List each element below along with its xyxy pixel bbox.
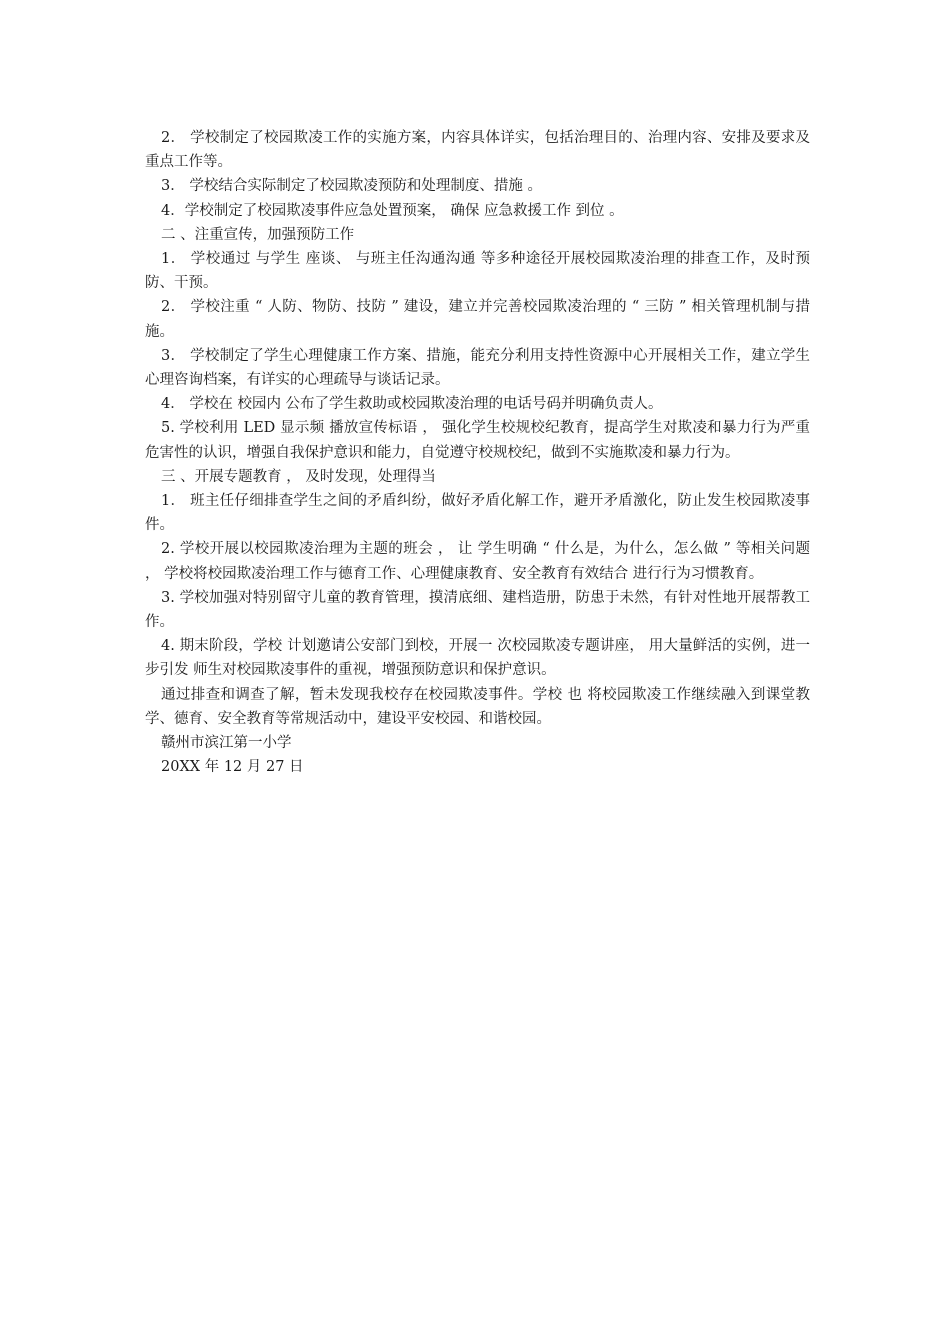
paragraph-item-4-emergency: 4．学校制定了校园欺凌事件应急处置预案， 确保 应急救援工作 到位 。 <box>161 202 624 219</box>
paragraph-item-3-system: 3． 学校结合实际制定了校园欺凌预防和处理制度、措施 。 <box>161 178 542 195</box>
paragraph-item-2-class-meeting: 2. 学校开展以校园欺凌治理为主题的班会 ， 让 学生明确 “ 什么是，为什么，怎么做 ” 等相关问题 ， 学校将校园欺凌治理工作与德育工作、心理健康教育、安全教育有效结合 进行行为习惯教育。 <box>145 541 810 582</box>
signature-date: 20XX 年 12 月 27 日 <box>161 759 304 776</box>
section-heading-2: 二 、注重宣传，加强预防工作 <box>161 226 355 243</box>
paragraph-item-1-conflict: 1． 班主任仔细排查学生之间的矛盾纠纷，做好矛盾化解工作，避开矛盾激化，防止发生校园欺凌事件。 <box>145 493 810 534</box>
paragraph-item-3-left-behind: 3. 学校加强对特别留守儿童的教育管理，摸清底细、建档造册，防患于未然，有针对性地开展帮教工作。 <box>145 589 810 631</box>
paragraph-item-4-lecture: 4. 期末阶段，学校 计划邀请公安部门到校，开展一 次校园欺凌专题讲座， 用大量鲜活的实例，进一步引发 师生对校园欺凌事件的重视，增强预防意识和保护意识。 <box>145 638 810 679</box>
paragraph-item-3-psychology: 3． 学校制定了学生心理健康工作方案、措施，能充分利用支持性资源中心开展相关工作，建立学生心理咨询档案，有详实的心理疏导与谈话记录。 <box>145 347 810 389</box>
section-heading-3: 三 、开展专题教育 ， 及时发现，处理得当 <box>161 468 436 485</box>
paragraph-item-5-led: 5. 学校利用 LED 显示频 播放宣传标语 ， 强化学生校规校纪教育，提高学生对欺凌和暴力行为严重危害性的认识，增强自我保护意识和能力，自觉遵守校规校纪，做到不实施欺凌和暴力行为。 <box>145 420 810 461</box>
paragraph-item-2-plan: 2． 学校制定了校园欺凌工作的实施方案，内容具体详实，包括治理目的、治理内容、安排及要求及重点工作等。 <box>145 130 810 171</box>
paragraph-item-4-hotline: 4． 学校在 校园内 公布了学生救助或校园欺凌治理的电话号码并明确负责人。 <box>161 396 663 413</box>
paragraph-item-2-defense: 2． 学校注重 “ 人防、物防、技防 ” 建设，建立并完善校园欺凌治理的 “ 三防 ” 相关管理机制与措施。 <box>145 299 810 340</box>
signature-school-name: 赣州市滨江第一小学 <box>161 735 292 752</box>
document-body <box>145 126 810 779</box>
paragraph-item-1-investigation: 1． 学校通过 与学生 座谈、 与班主任沟通沟通 等多种途径开展校园欺凌治理的排查工作，及时预防、干预。 <box>145 251 810 292</box>
paragraph-conclusion: 通过排查和调查了解，暂未发现我校存在校园欺凌事件。学校 也 将校园欺凌工作继续融入到课堂教学、德育、安全教育等常规活动中，建设平安校园、和谐校园。 <box>145 686 810 727</box>
